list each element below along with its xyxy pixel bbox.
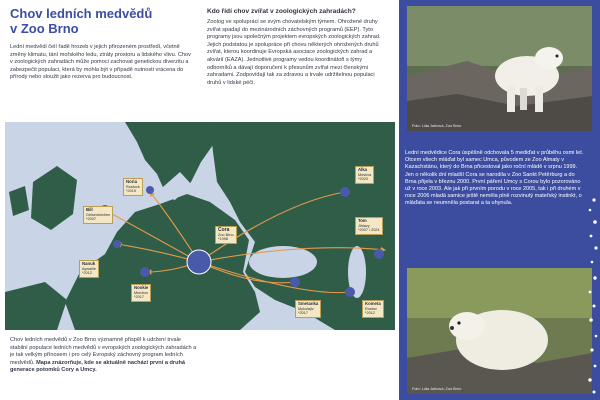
map-label-smetanka-place: Mykolajiv	[298, 306, 314, 311]
map-label-noria-name: Noria	[126, 179, 137, 184]
map-label-nanuk-name: Nanuk	[82, 261, 96, 266]
british-isles-land	[31, 166, 77, 230]
photo-top-caption: Foto: Lída Jarková, Zoo Brno	[412, 124, 462, 128]
map-label-nookie	[131, 284, 151, 302]
map-label-noria-year: *2015	[126, 189, 136, 194]
map-label-alka-place: Moskva	[358, 172, 372, 177]
map-label-cora	[215, 226, 237, 244]
map-label-tom	[355, 217, 383, 235]
right-panel	[399, 0, 600, 400]
map-label-kometa	[362, 300, 384, 318]
iberia-land	[5, 282, 67, 330]
map-graphic	[5, 122, 395, 330]
map-label-cora-place: Zoo Brno	[218, 232, 234, 237]
map-label-bill-place: Gelsenkirchen	[86, 212, 111, 217]
map-label-nanuk-place: Aywaille	[82, 266, 96, 271]
black-sea	[249, 246, 317, 278]
map-label-bill-name: Bill	[86, 207, 93, 212]
map-label-tom-name: Tom	[358, 218, 367, 223]
polar-bear-illustration-bottom	[407, 268, 592, 394]
polar-bear-illustration-top	[407, 6, 592, 131]
map-label-noria	[123, 178, 143, 196]
map-label-kometa-place: Rostov	[365, 306, 377, 311]
cora-story-text: Lední medvědice Cora úspěšně odchovala 5 mediďat v průběhu osmi let. Otcem všech mláďat byl samec Umca, původem ze Zoo Almaty v Kazachstánu, který do Brna přicestoval jako roční mládě v srpnu 1999. Jen o několik dní mladší Cora se narodila v Zoo Sankt Petěrburg a do Brna přijela v březnu 2000. První páření Umcy s Corou bylo pozorováno už v roce 2003. Ale jak při prvním porodu v roce 2005, tak i při druhém v roce 2006 mladá samice ještě neměla plně rozvinutý mateřský instinkt, o mláďata se neumněla postarat a ta uhynula.	[405, 150, 584, 207]
map-label-smetanka-name: Smetanka	[298, 301, 319, 306]
bottom-note	[10, 337, 200, 375]
marker-kometa	[345, 287, 355, 297]
map-label-nanuk	[79, 260, 99, 278]
europe-map	[5, 122, 395, 330]
marker-alka	[340, 187, 350, 197]
intro-text: Lední medvědi čelí řadě hrozeb v jejich přirozeném prostředí, včetně změny klimatu, tání mořského ledu, ztráty prostoru a lidského vlivu. Chov v zoologických zahradách může pomoci zachovat genetickou diverzitu a zabezpečit populaci, která by mohla být v případě nutnosti vrácena do přírody nebo sloužit jako rezerva pro budoucnost.	[10, 44, 191, 81]
marker-nookie	[140, 267, 150, 277]
polar-bear-photo-top	[407, 6, 592, 131]
map-label-alka	[355, 166, 374, 184]
decorative-dots	[586, 0, 600, 400]
map-label-smetanka	[295, 300, 321, 318]
page-title: Chov ledních medvědů v Zoo Brno	[10, 6, 153, 36]
bottom-note-text: Chov ledních medvědů v Zoo Brno významně přispěl k udržení trvale stabilní populace ledních medvědů v evropských zoologických zahradách a je tak velkým přínosem i pro celý Evropský záchovný program ledních medvědů.	[10, 337, 197, 366]
question-title: Kdo řídí chov zvířat v zoologických zahradách?	[207, 8, 356, 15]
map-label-kometa-name: Kometa	[365, 301, 381, 306]
map-label-bill-year: *2007	[86, 217, 96, 222]
map-label-tom-year: *2007 / 2024	[358, 228, 380, 233]
marker-smetanka	[290, 277, 300, 287]
map-label-cora-year: *1998	[218, 237, 228, 242]
question-text: Zoolog ve spolupráci se svým chovatelským týmem. Ohrožené druhy zvířat spadají do mezinárodních záchovných programů (EEP). Tyto programy jsou společným projektem evropských zoologických zahrad. Jejich podstatou je spolupráce při chovu některých ohrožených druhů zvířat, kterou koordinuje Evropská asociace zoologických zahrad a akvárií (EAZA). Jednotlivé programy vedou koordinátoři s týmy odborníků a dávají doporučení k přesunům zvířat mezi členskými zahradami. Zodpovídají tak za zdravou a trvale udržitelnou populaci druhů v lidské péči.	[207, 19, 381, 86]
bottom-note-emphasis: Mapa znázorňuje, kde se aktuálně nachází první a druhá generace potomků Cory a Umcy.	[10, 359, 186, 374]
map-label-nanuk-year: *2012	[82, 271, 92, 276]
photo-bottom-caption: Foto: Lída Jarková, Zoo Brno	[412, 387, 462, 391]
marker-tom	[374, 249, 384, 259]
map-label-nookie-year: *2017	[134, 295, 144, 300]
polar-bear-photo-bottom	[407, 268, 592, 394]
map-label-bill	[83, 206, 113, 224]
map-label-smetanka-year: *2017	[298, 311, 308, 316]
ireland-land	[9, 186, 29, 216]
map-label-noria-place: Rostock	[126, 184, 140, 189]
map-label-kometa-year: *2012	[365, 311, 375, 316]
marker-nanuk	[113, 240, 121, 248]
map-label-alka-year: *2020	[358, 177, 368, 182]
map-label-tom-place: Jihlavy	[358, 223, 370, 228]
map-label-cora-name: Cora	[218, 227, 230, 233]
marker-cora	[187, 250, 211, 274]
marker-noria	[146, 186, 154, 194]
map-label-alka-name: Alka	[358, 167, 368, 172]
map-label-nookie-name: Nookie	[134, 285, 149, 290]
map-label-nookie-place: Mnichov	[134, 290, 149, 295]
